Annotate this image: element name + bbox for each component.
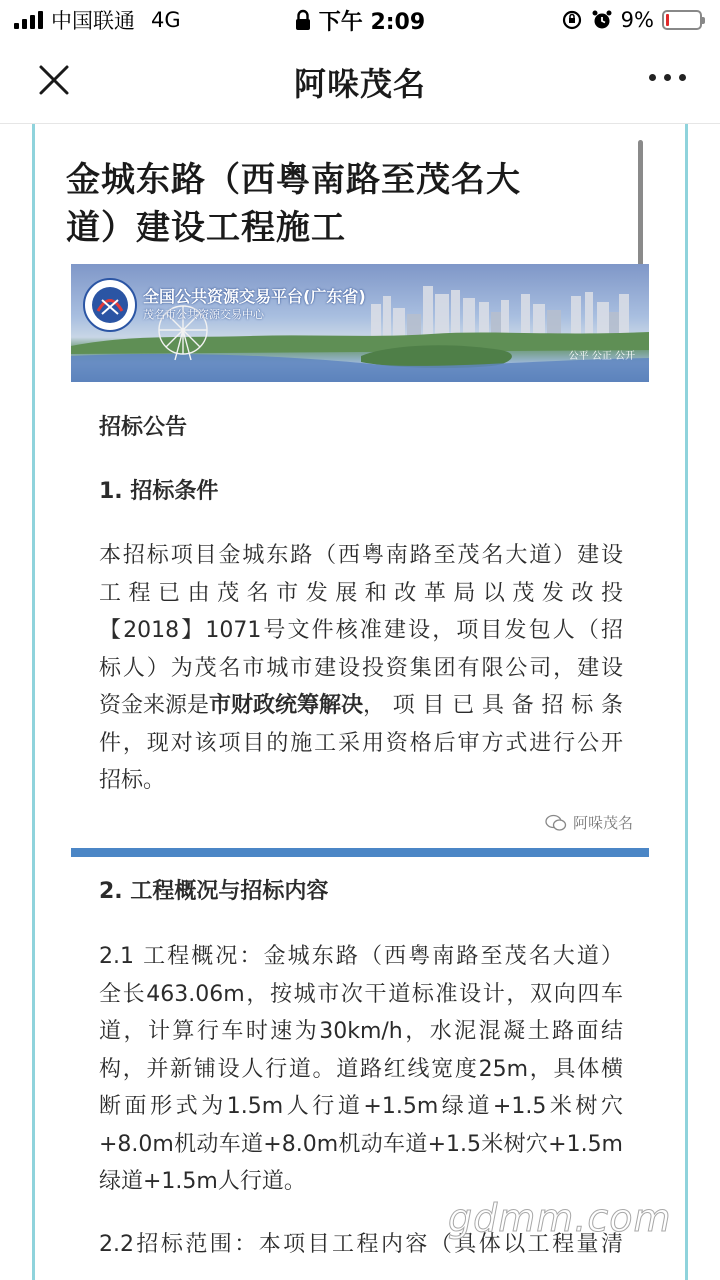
city-skyline-graphic [71,264,649,382]
section-2-heading: 2. 工程概况与招标内容 [99,879,329,904]
rotation-lock-icon [561,9,583,31]
platform-logo [84,279,136,331]
section-1-line: 【2018】1071号文件核准建设，项目发包人（招 [99,618,623,643]
banner-line-2: 茂名市公共资源交易中心 [143,308,264,321]
title-line-2: 道）建设工程施工 [66,208,346,248]
title-line-1: 金城东路（西粤南路至茂名大 [66,160,521,200]
time-label: 下午 2:09 [318,9,426,35]
banner-image [71,264,649,382]
section-1-line-funding [99,687,623,725]
account-watermark [545,812,633,833]
alarm-icon [591,9,613,31]
section-1-line: 招标。 [99,768,166,793]
nav-bar [0,40,720,124]
section-2-line: 构，并新铺设人行道。道路红线宽度25m，具体横 [99,1056,623,1082]
status-right [561,8,702,32]
more-icon[interactable] [649,74,686,81]
section-1-line: 工程已由茂名市发展和改革局以茂发改投 [99,580,623,606]
section-2-2-text: 2.2招标范围：本项目工程内容（具体以工程量清 [99,1232,623,1257]
nav-title: 阿哚茂名 [293,64,426,103]
section-1-heading: 1. 招标条件 [99,479,219,504]
banner-line-1: 全国公共资源交易平台(广东省) [143,287,366,306]
notice-heading: 招标公告 [99,415,188,440]
section-2-line: 全长463.06m，按城市次干道标准设计，双向四车 [99,981,623,1007]
account-watermark-text: 阿哚茂名 [573,814,634,832]
carrier-label: 中国联通 [51,9,135,33]
lock-icon [295,9,311,31]
funding-prefix: 资金来源是 [99,693,210,718]
section-2-line: +8.0m机动车道+8.0m机动车道+1.5米树穴+1.5m [99,1131,623,1157]
battery-percent: 9% [620,8,654,32]
battery-icon [662,10,702,30]
close-icon[interactable] [36,62,72,98]
section-divider [71,848,649,857]
banner-slogan: 公平 公正 公开 [568,351,635,362]
funding-bold: 市财政统筹解决 [209,693,364,718]
section-2-body [99,938,623,1201]
wechat-icon [545,814,567,832]
section-1-line: 件，现对该项目的施工采用资格后审方式进行公开 [99,730,623,756]
section-1-body [99,537,623,800]
section-2-line: 2.1 工程概况：金城东路（西粤南路至茂名大道） [99,944,623,969]
battery-level [666,14,669,26]
funding-suffix: ，项目已具备招标条 [363,693,623,718]
section-1-line: 本招标项目金城东路（西粤南路至茂名大道）建设 [99,543,623,568]
status-left [14,5,181,35]
section-1-line: 标人）为茂名市城市建设投资集团有限公司，建设 [99,655,623,681]
network-label: 4G [151,8,181,32]
signal-icon [14,11,43,29]
site-watermark: gdmm.com [448,1196,672,1240]
status-bar [0,0,720,40]
section-2-line: 绿道+1.5m人行道。 [99,1169,306,1194]
section-2-line: 道，计算行车时速为30km/h，水泥混凝土路面结 [99,1019,623,1044]
section-2-line: 断面形式为1.5m人行道+1.5m绿道+1.5米树穴 [99,1094,623,1119]
article-title [66,156,606,252]
